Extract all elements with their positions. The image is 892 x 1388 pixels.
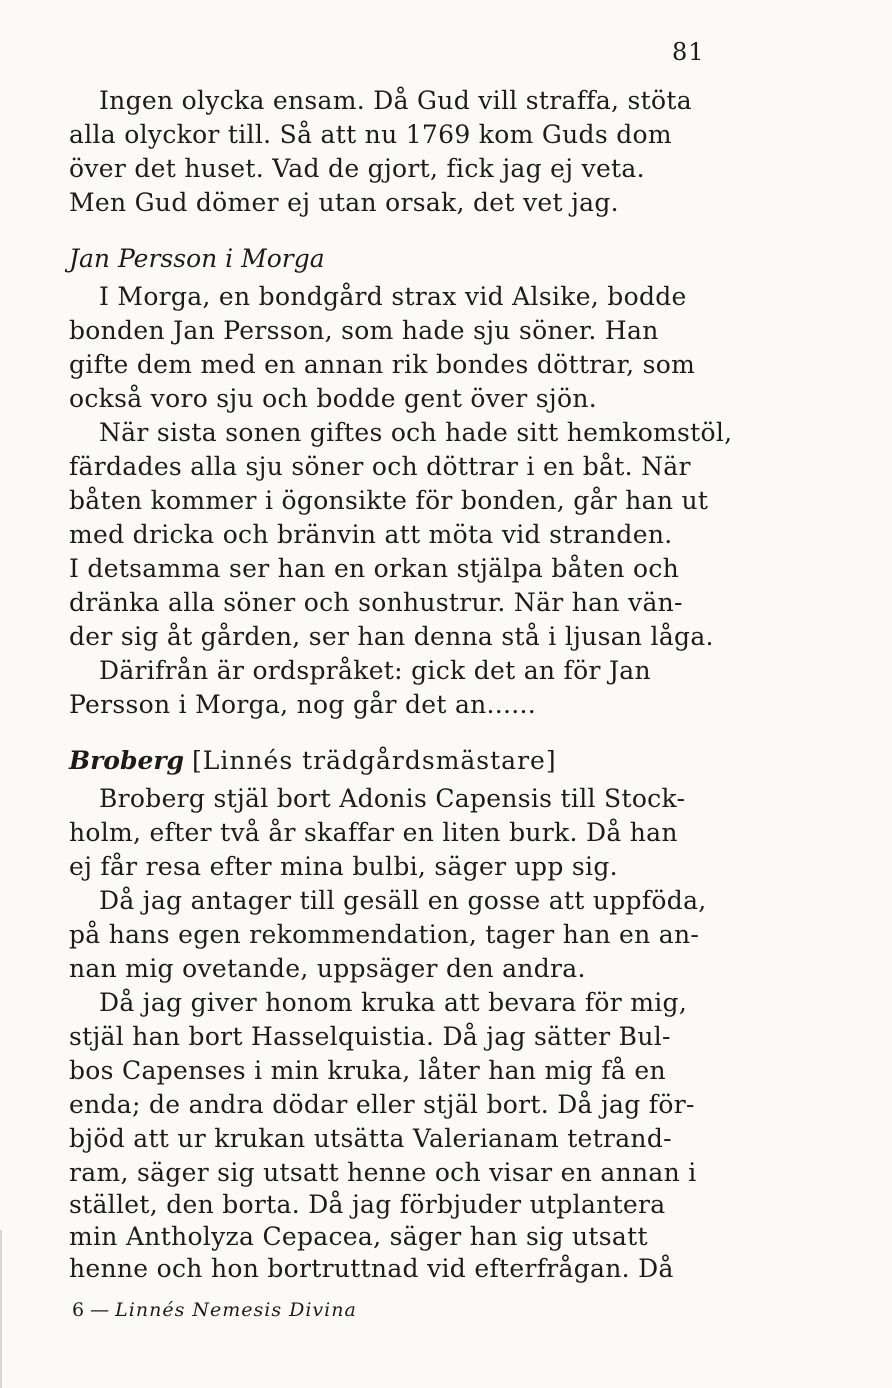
text-line: alla olyckor till. Så att nu 1769 kom Guds dom <box>69 120 672 149</box>
text-line: gifte dem med en annan rik bondes döttrar, som <box>69 350 696 379</box>
heading-name: Broberg <box>69 746 185 775</box>
text-line: Ingen olycka ensam. Då Gud vill straffa, stöta <box>99 86 692 115</box>
signature-mark: 6 — <box>72 1299 116 1321</box>
text-line: ram, säger sig utsatt henne och visar en annan i <box>69 1158 697 1187</box>
text-line: Då jag giver honom kruka att bevara för mig, <box>99 988 688 1017</box>
text-line: dränka alla söner och sonhustrur. När han vän- <box>69 588 683 617</box>
text-line: stället, den borta. Då jag förbjuder utplantera <box>69 1190 666 1219</box>
text-line: Broberg stjäl bort Adonis Capensis till Stock- <box>99 784 686 813</box>
text-line: När sista sonen giftes och hade sitt hemkomstöl, <box>99 418 733 447</box>
text-line: bos Capenses i min kruka, låter han mig få en <box>69 1056 666 1085</box>
heading-note: [Linnés trädgårdsmästare] <box>191 746 557 775</box>
text-line: bonden Jan Persson, som hade sju söner. Han <box>69 316 659 345</box>
text-line: Persson i Morga, nog går det an...... <box>69 690 537 719</box>
text-line: der sig åt gården, ser han denna stå i ljusan låga. <box>69 622 714 651</box>
text-line: båten kommer i ögonsikte för bonden, går han ut <box>69 486 709 515</box>
section-heading <box>69 746 557 776</box>
text-line: Då jag antager till gesäll en gosse att uppföda, <box>99 886 707 915</box>
text-line: också voro sju och bodde gent över sjön. <box>69 384 597 413</box>
text-line: över det huset. Vad de gjort, fick jag ej veta. <box>69 154 645 183</box>
text-line: ej får resa efter mina bulbi, säger upp sig. <box>69 852 618 881</box>
text-line: min Antholyza Cepacea, säger han sig utsatt <box>69 1222 648 1251</box>
text-line: henne och hon bortruttnad vid efterfrågan. Då <box>69 1254 674 1283</box>
page-number: 81 <box>672 38 705 66</box>
text-line: färdades alla sju söner och döttrar i en båt. När <box>69 452 691 481</box>
section-heading: Jan Persson i Morga <box>69 244 325 273</box>
text-line: stjäl han bort Hasselquistia. Då jag sätter Bul- <box>69 1022 671 1051</box>
text-line: enda; de andra dödar eller stjäl bort. Då jag för- <box>69 1090 695 1119</box>
text-line: I Morga, en bondgård strax vid Alsike, bodde <box>99 282 687 311</box>
page-footer <box>72 1298 357 1322</box>
text-line: på hans egen rekommendation, tager han en an- <box>69 920 700 949</box>
text-line: Men Gud dömer ej utan orsak, det vet jag. <box>69 188 619 217</box>
text-line: bjöd att ur krukan utsätta Valerianam tetrand- <box>69 1124 672 1153</box>
text-line: Därifrån är ordspråket: gick det an för Jan <box>99 656 651 685</box>
text-line: nan mig ovetande, uppsäger den andra. <box>69 954 586 983</box>
text-line: I detsamma ser han en orkan stjälpa båten och <box>69 554 680 583</box>
binding-edge <box>0 1230 2 1388</box>
text-line: med dricka och bränvin att möta vid stranden. <box>69 520 673 549</box>
text-line: holm, efter två år skaffar en liten burk. Då han <box>69 818 678 847</box>
book-title: Linnés Nemesis Divina <box>115 1299 357 1321</box>
